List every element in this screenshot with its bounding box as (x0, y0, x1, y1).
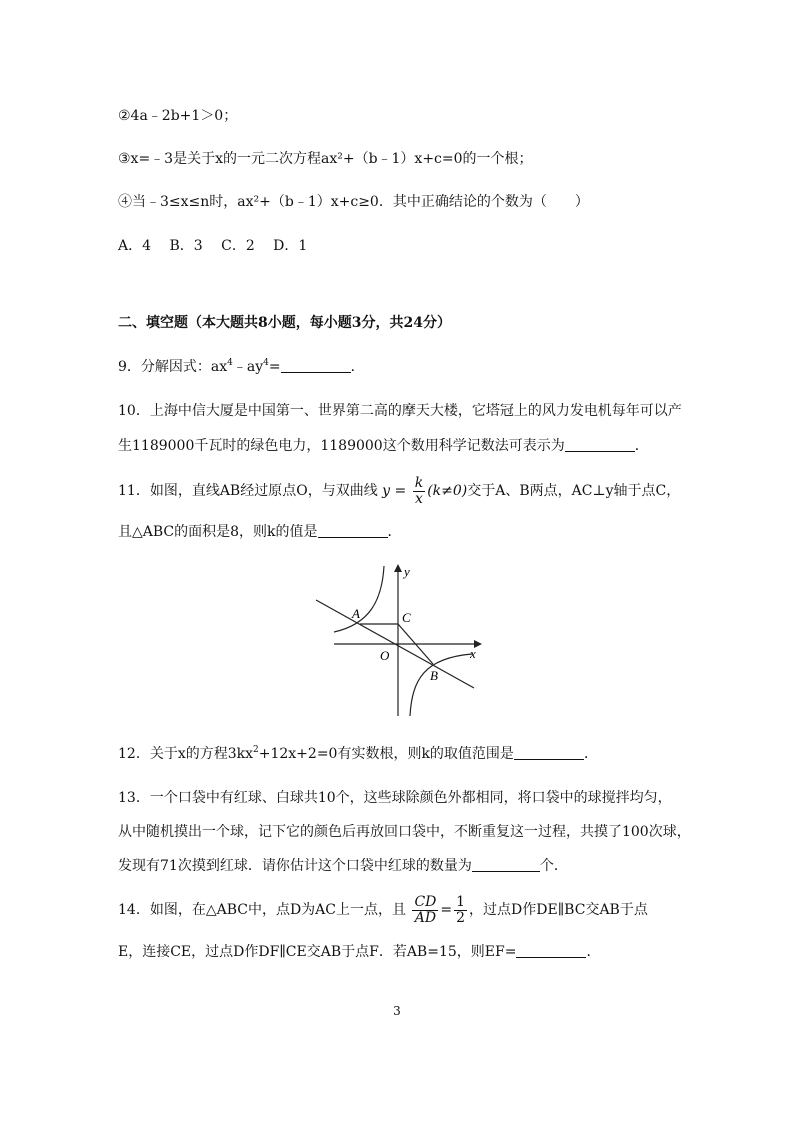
q11-condition: (k≠0) (427, 483, 468, 499)
q8-item-4: ④当﹣3≤x≤n时，ax²+（b﹣1）x+c≥0．其中正确结论的个数为（ ） (118, 194, 589, 210)
q10-end: ． (634, 438, 649, 454)
q14-text-2: E，连接CE，过点D作DF∥CE交AB于点F．若AB=15，则EF= (118, 944, 517, 960)
section-heading: 二、填空题（本大题共8小题，每小题3分，共24分） (118, 315, 451, 331)
q13-line-1: 13．一个口袋中有红球、白球共10个，这些球除颜色外都相同，将口袋中的球搅拌均匀， (118, 790, 672, 806)
q12-answer-blank[interactable] (514, 745, 584, 760)
q11-fraction (413, 476, 425, 507)
page-number: 3 (393, 1004, 401, 1018)
q13-answer-blank[interactable] (472, 857, 540, 872)
q12-end: ． (583, 746, 598, 762)
q12-exponent: 2 (253, 745, 259, 755)
q9-text-mid: ﹣ay (232, 359, 264, 375)
label-b: B (430, 668, 438, 683)
q9-exponent-2: 4 (263, 358, 269, 368)
y-axis-arrow (394, 564, 402, 572)
q14-end: ． (586, 944, 601, 960)
q9-text-eq: = (268, 359, 281, 375)
q11-answer-blank[interactable] (318, 523, 388, 538)
q13-line-2: 从中随机摸出一个球，记下它的颜色后再放回口袋中，不断重复这一过程，共摸了100次球， (118, 824, 691, 840)
q9-exponent-1: 4 (227, 358, 233, 368)
q14-answer-blank[interactable] (516, 943, 586, 958)
question-9 (118, 357, 365, 377)
q14-line-1 (118, 890, 648, 930)
q11-line-2 (118, 522, 402, 542)
q14-frac1-num: CD (414, 893, 437, 910)
q10-line-1: 10．上海中信大厦是中国第一、世界第二高的摩天大楼，它塔冠上的风力发电机每年可以产 (118, 403, 682, 419)
q8-item-2: ②4a﹣2b+1＞0； (118, 108, 238, 124)
q13-text-3: 发现有71次摸到红球．请你估计这个口袋中红球的数量为 (118, 858, 472, 874)
hyperbola-branch-lower-right (410, 654, 472, 716)
q14-line-2 (118, 942, 600, 962)
q8-options: A．4 B．3 C．2 D．1 (118, 238, 308, 254)
q12-text-post: +12x+2=0有实数根，则k的取值范围是 (258, 746, 514, 762)
q8-item-3: ③x=﹣3是关于x的一元二次方程ax²+（b﹣1）x+c=0的一个根； (118, 151, 533, 167)
label-x: x (470, 646, 476, 661)
q14-eq: = (440, 902, 453, 918)
q12-text-pre: 12．关于x的方程3kx (118, 746, 253, 762)
q14-text-post: ，过点D作DE∥BC交AB于点 (469, 902, 648, 918)
q11-func-y: y (382, 483, 391, 499)
q11-line-1: 11．如图，直线AB经过原点O，与双曲线 y = $\frac{k}{x}$ (k≠0)交于A、B两点，AC⊥y轴于点C， (118, 474, 681, 507)
q11-frac-num: k (414, 474, 424, 491)
label-y: y (404, 564, 410, 579)
label-o: O (380, 648, 390, 663)
q11-text-pre: 11．如图，直线AB经过原点O，与双曲线 (118, 483, 378, 499)
q14-frac2-num: 1 (456, 893, 466, 910)
label-c: C (402, 610, 411, 625)
q10-text: 生1189000千瓦时的绿色电力，1189000这个数用科学记数法可表示为 (118, 438, 565, 454)
question-12 (118, 744, 598, 764)
q11-text-post: 交于A、B两点，AC⊥y轴于点C， (467, 483, 681, 499)
label-a: A (352, 606, 360, 621)
q13-line-3 (118, 856, 568, 876)
q11-frac-den: x (415, 490, 423, 507)
q14-frac1-den: AD (414, 909, 437, 926)
q14-fraction-cd-ad (412, 895, 438, 926)
q14-fraction-half (454, 895, 467, 926)
q14-frac2-den: 2 (456, 909, 466, 926)
q11-text-2: 且△ABC的面积是8，则k的值是 (118, 524, 318, 540)
q9-answer-blank[interactable] (281, 358, 351, 373)
q9-text-pre: 9．分解因式：ax (118, 359, 228, 375)
q13-end: 个． (539, 858, 568, 874)
q9-text-end: ． (350, 359, 365, 375)
hyperbola-branch-upper-left (334, 566, 384, 632)
q11-end: ． (387, 524, 402, 540)
q11-figure (312, 560, 486, 720)
q14-text-pre: 14．如图，在△ABC中，点D为AC上一点，且 (118, 902, 406, 918)
q10-line-2 (118, 436, 649, 456)
q10-answer-blank[interactable] (565, 437, 635, 452)
